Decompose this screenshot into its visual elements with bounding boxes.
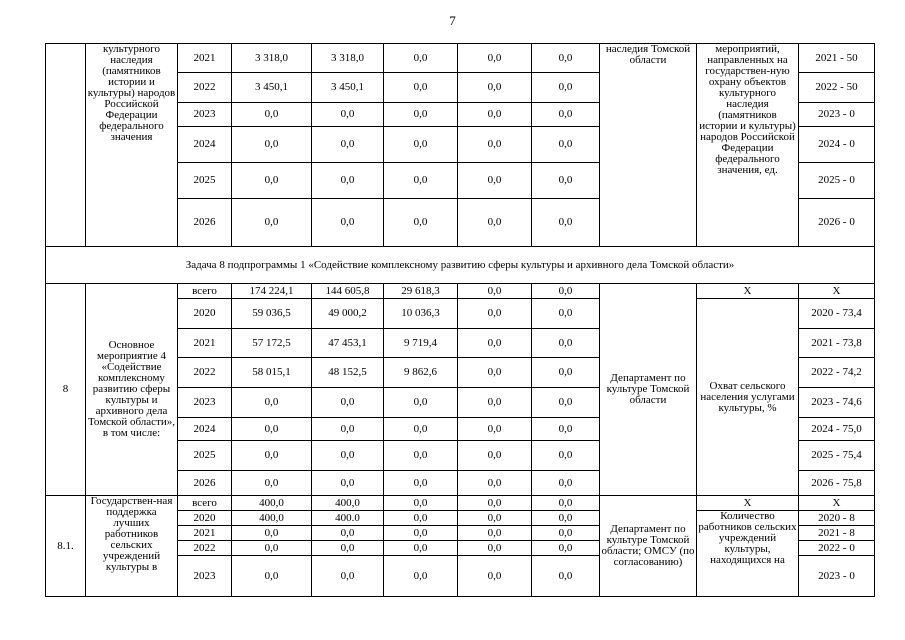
target-cell: 2022 - 0 — [799, 541, 875, 556]
amount-cell: 0,0 — [458, 526, 532, 541]
amount-cell: 0,0 — [312, 199, 384, 247]
amount-cell: 400.0 — [312, 511, 384, 526]
amount-cell: 9 862,6 — [384, 358, 458, 388]
target-x-cell: Х — [799, 284, 875, 299]
amount-cell: 0,0 — [458, 541, 532, 556]
year-cell: 2022 — [178, 541, 232, 556]
table-row — [46, 496, 875, 511]
target-cell: 2020 - 8 — [799, 511, 875, 526]
total-cell: 3 318,0 — [232, 44, 312, 73]
year-cell: 2023 — [178, 556, 232, 597]
amount-cell: 0,0 — [384, 511, 458, 526]
amount-cell: 0,0 — [384, 199, 458, 247]
amount-cell: 0,0 — [384, 471, 458, 496]
target-cell: 2021 - 8 — [799, 526, 875, 541]
year-cell: 2024 — [178, 127, 232, 163]
amount-cell: 0,0 — [532, 526, 600, 541]
indicator-cell: Охват сельского населения услугами культуры, % — [697, 299, 799, 496]
year-cell: 2025 — [178, 163, 232, 199]
page-number: 7 — [449, 13, 456, 28]
target-cell: 2024 - 75,0 — [799, 418, 875, 441]
amount-cell: 0,0 — [458, 556, 532, 597]
amount-cell: 0,0 — [458, 127, 532, 163]
amount-cell: 0,0 — [384, 418, 458, 441]
amount-cell: 0,0 — [384, 163, 458, 199]
item-number-cell: 8.1. — [46, 496, 86, 597]
amount-cell: 48 152,5 — [312, 358, 384, 388]
year-cell: 2021 — [178, 329, 232, 358]
amount-cell: 0,0 — [532, 44, 600, 73]
table-row — [46, 247, 875, 284]
program-table — [45, 43, 875, 597]
total-cell: 0,0 — [232, 526, 312, 541]
amount-cell: 0,0 — [384, 127, 458, 163]
year-cell: 2022 — [178, 358, 232, 388]
amount-cell: 0,0 — [384, 496, 458, 511]
amount-cell: 0,0 — [532, 163, 600, 199]
amount-cell: 0,0 — [532, 388, 600, 418]
amount-cell: 0,0 — [458, 44, 532, 73]
amount-cell: 0,0 — [532, 441, 600, 471]
target-cell: 2023 - 0 — [799, 556, 875, 597]
total-cell: 0,0 — [232, 441, 312, 471]
amount-cell: 0,0 — [532, 541, 600, 556]
amount-cell: 0,0 — [384, 556, 458, 597]
target-cell: 2023 - 74,6 — [799, 388, 875, 418]
indicator-x-cell: Х — [697, 284, 799, 299]
total-cell: 3 450,1 — [232, 73, 312, 103]
amount-cell: 0,0 — [458, 441, 532, 471]
year-cell: 2025 — [178, 441, 232, 471]
amount-cell: 0,0 — [384, 441, 458, 471]
target-cell: 2021 - 73,8 — [799, 329, 875, 358]
amount-cell: 0,0 — [312, 526, 384, 541]
item-number-cell — [46, 44, 86, 247]
amount-cell: 0,0 — [532, 299, 600, 329]
target-cell: 2023 - 0 — [799, 103, 875, 127]
amount-cell: 9 719,4 — [384, 329, 458, 358]
total-cell: 0,0 — [232, 103, 312, 127]
amount-cell: 0,0 — [458, 103, 532, 127]
amount-cell: 49 000,2 — [312, 299, 384, 329]
target-cell: 2025 - 75,4 — [799, 441, 875, 471]
year-cell: 2020 — [178, 511, 232, 526]
amount-cell: 0,0 — [458, 358, 532, 388]
executor-cell: Департамент по культуре Томской области; ОМСУ (по согласованию) — [600, 496, 697, 597]
amount-cell: 47 453,1 — [312, 329, 384, 358]
amount-cell: 0,0 — [532, 284, 600, 299]
year-cell: 2021 — [178, 44, 232, 73]
total-cell: 57 172,5 — [232, 329, 312, 358]
amount-cell: 0,0 — [532, 329, 600, 358]
year-cell: всего — [178, 496, 232, 511]
target-cell: 2020 - 73,4 — [799, 299, 875, 329]
amount-cell: 0,0 — [312, 556, 384, 597]
table-row — [46, 44, 875, 73]
amount-cell: 0,0 — [532, 496, 600, 511]
amount-cell: 0,0 — [458, 284, 532, 299]
amount-cell: 0,0 — [458, 73, 532, 103]
amount-cell: 0,0 — [312, 441, 384, 471]
year-cell: 2023 — [178, 103, 232, 127]
amount-cell: 10 036,3 — [384, 299, 458, 329]
executor-cell: наследия Томской области — [600, 44, 697, 247]
target-x-cell: Х — [799, 496, 875, 511]
amount-cell: 0,0 — [312, 163, 384, 199]
item-number-cell: 8 — [46, 284, 86, 496]
amount-cell: 0,0 — [458, 418, 532, 441]
total-cell: 0,0 — [232, 556, 312, 597]
amount-cell: 0,0 — [312, 471, 384, 496]
indicator-x-cell: Х — [697, 496, 799, 511]
amount-cell: 0,0 — [532, 471, 600, 496]
amount-cell: 144 605,8 — [312, 284, 384, 299]
year-cell: 2026 — [178, 199, 232, 247]
target-cell: 2021 - 50 — [799, 44, 875, 73]
target-cell: 2026 - 0 — [799, 199, 875, 247]
amount-cell: 0,0 — [532, 358, 600, 388]
amount-cell: 0,0 — [532, 511, 600, 526]
measure-name-cell: культурного наследия (памятников истории и культуры) народов Российской Федерации федерального значения — [86, 44, 178, 247]
year-cell: всего — [178, 284, 232, 299]
target-cell: 2026 - 75,8 — [799, 471, 875, 496]
amount-cell: 3 318,0 — [312, 44, 384, 73]
total-cell: 0,0 — [232, 388, 312, 418]
indicator-cell: Количество работников сельских учреждений культуры, находящихся на — [697, 511, 799, 597]
amount-cell: 0,0 — [384, 388, 458, 418]
target-cell: 2022 - 74,2 — [799, 358, 875, 388]
amount-cell: 0,0 — [532, 103, 600, 127]
amount-cell: 0,0 — [312, 541, 384, 556]
amount-cell: 0,0 — [458, 299, 532, 329]
amount-cell: 0,0 — [532, 556, 600, 597]
year-cell: 2024 — [178, 418, 232, 441]
measure-name-cell: Государствен-ная поддержка лучших работников сельских учреждений культуры в — [86, 496, 178, 597]
total-cell: 400,0 — [232, 511, 312, 526]
task-header: Задача 8 подпрограммы 1 «Содействие комплексному развитию сферы культуры и архивного дела Томской области» — [46, 247, 875, 284]
amount-cell: 0,0 — [312, 418, 384, 441]
amount-cell: 0,0 — [384, 73, 458, 103]
executor-cell: Департамент по культуре Томской области — [600, 284, 697, 496]
total-cell: 59 036,5 — [232, 299, 312, 329]
amount-cell: 0,0 — [384, 541, 458, 556]
amount-cell: 400,0 — [312, 496, 384, 511]
amount-cell: 0,0 — [312, 127, 384, 163]
total-cell: 0,0 — [232, 127, 312, 163]
amount-cell: 0,0 — [458, 496, 532, 511]
total-cell: 0,0 — [232, 471, 312, 496]
target-cell: 2022 - 50 — [799, 73, 875, 103]
amount-cell: 0,0 — [458, 471, 532, 496]
amount-cell: 0,0 — [458, 329, 532, 358]
amount-cell: 0,0 — [312, 103, 384, 127]
amount-cell: 0,0 — [532, 418, 600, 441]
table-row — [46, 284, 875, 299]
total-cell: 58 015,1 — [232, 358, 312, 388]
amount-cell: 0,0 — [384, 526, 458, 541]
amount-cell: 0,0 — [532, 73, 600, 103]
amount-cell: 0,0 — [458, 511, 532, 526]
total-cell: 0,0 — [232, 541, 312, 556]
year-cell: 2022 — [178, 73, 232, 103]
amount-cell: 0,0 — [384, 103, 458, 127]
year-cell: 2023 — [178, 388, 232, 418]
measure-name-cell: Основное мероприятие 4 «Содействие комплексному развитию сферы культуры и архивного дела Томской области», в том числе: — [86, 284, 178, 496]
year-cell: 2026 — [178, 471, 232, 496]
total-cell: 400,0 — [232, 496, 312, 511]
amount-cell: 0,0 — [532, 199, 600, 247]
year-cell: 2020 — [178, 299, 232, 329]
amount-cell: 0,0 — [532, 127, 600, 163]
amount-cell: 29 618,3 — [384, 284, 458, 299]
amount-cell: 0,0 — [458, 388, 532, 418]
amount-cell: 0,0 — [312, 388, 384, 418]
total-cell: 0,0 — [232, 163, 312, 199]
amount-cell: 0,0 — [458, 199, 532, 247]
amount-cell: 0,0 — [384, 44, 458, 73]
indicator-cell: мероприятий, направленных на государствен-ную охрану объектов культурного наследия (памятников истории и культуры) народов Российской Федерации федерального значения, ед. — [697, 44, 799, 247]
amount-cell: 3 450,1 — [312, 73, 384, 103]
amount-cell: 0,0 — [458, 163, 532, 199]
total-cell: 0,0 — [232, 418, 312, 441]
target-cell: 2025 - 0 — [799, 163, 875, 199]
total-cell: 174 224,1 — [232, 284, 312, 299]
total-cell: 0,0 — [232, 199, 312, 247]
target-cell: 2024 - 0 — [799, 127, 875, 163]
year-cell: 2021 — [178, 526, 232, 541]
